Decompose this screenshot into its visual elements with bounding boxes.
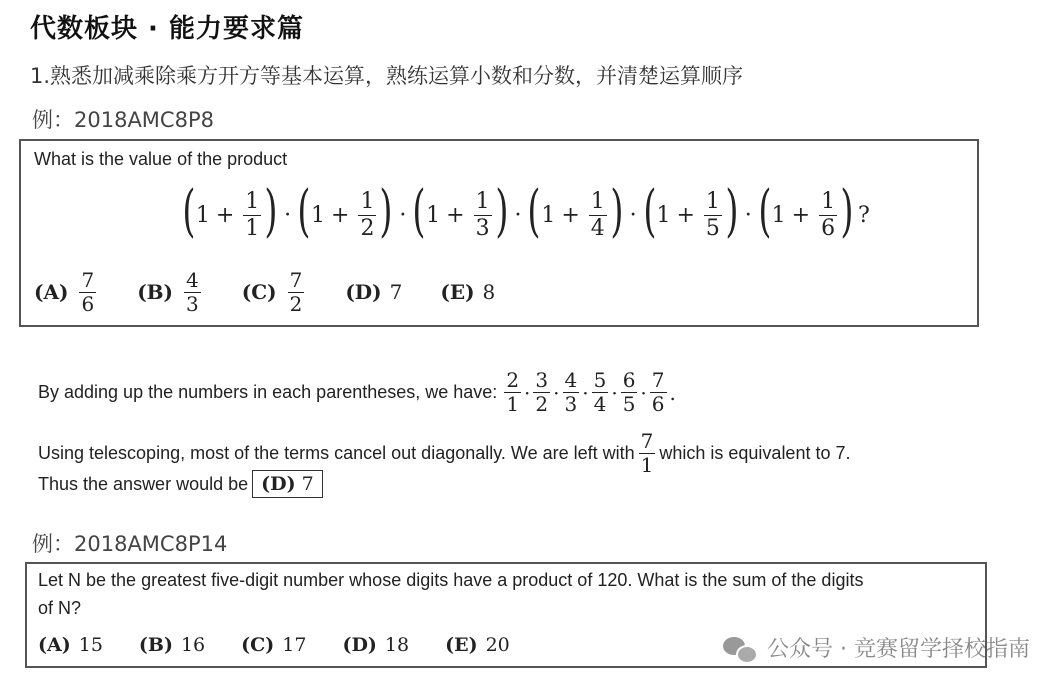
plus-operator: + <box>446 202 465 228</box>
fraction-numerator: 7 <box>289 267 303 292</box>
term-one: 1 <box>195 202 210 228</box>
choice-value: 20 <box>485 634 510 656</box>
fraction-numerator: 2 <box>506 368 520 392</box>
fraction-numerator: 5 <box>593 368 607 392</box>
fraction <box>504 369 521 416</box>
choice-option <box>440 280 495 304</box>
question-mark: ? <box>857 202 870 228</box>
choice-value: 8 <box>482 280 496 304</box>
product-expression <box>182 180 870 250</box>
left-paren: ( <box>527 179 541 244</box>
dot-operator: · <box>514 202 522 228</box>
fraction-denominator: 6 <box>81 291 95 316</box>
page-title: 代数板块 · 能力要求篇 <box>30 14 304 44</box>
fraction-numerator: 7 <box>640 429 654 453</box>
fraction-denominator: 1 <box>506 392 520 416</box>
fraction-denominator: 2 <box>535 392 549 416</box>
requirement-text: 1.熟悉加减乘除乘方开方等基本运算，熟练运算小数和分数，并清楚运算顺序 <box>30 64 744 88</box>
example1-label: 例：2018AMC8P8 <box>32 108 214 132</box>
plus-operator: + <box>676 202 695 228</box>
problem1-choices <box>34 262 533 322</box>
choice-value: 7 <box>389 280 403 304</box>
term-one: 1 <box>541 202 556 228</box>
choice-option <box>241 634 306 656</box>
watermark <box>723 632 1030 663</box>
dot-operator: · <box>640 380 647 405</box>
fraction-denominator: 2 <box>289 291 303 316</box>
choice-letter: (C) <box>241 280 277 304</box>
dot-operator: · <box>629 202 637 228</box>
problem2-choices <box>38 634 546 656</box>
choice-option <box>445 634 510 656</box>
fraction-numerator: 7 <box>81 267 95 292</box>
fraction-denominator: 3 <box>564 392 578 416</box>
fraction <box>621 369 638 416</box>
fraction-numerator: 6 <box>622 368 636 392</box>
fraction <box>563 369 580 416</box>
choice-letter: (B) <box>138 634 173 656</box>
left-paren: ( <box>412 179 426 244</box>
choice-option <box>342 634 409 656</box>
choice-letter: (C) <box>241 634 275 656</box>
dot-operator: · <box>611 380 618 405</box>
dot-operator: · <box>399 202 407 228</box>
fraction-denominator: 1 <box>640 453 654 477</box>
fraction-numerator: 1 <box>245 189 260 215</box>
fraction <box>589 189 607 241</box>
plus-operator: + <box>791 202 811 228</box>
solution-fractions <box>501 369 676 416</box>
fraction-numerator: 1 <box>360 189 375 215</box>
fraction <box>704 189 722 241</box>
fraction <box>288 269 305 316</box>
fraction <box>474 189 492 241</box>
fraction-denominator: 5 <box>705 215 720 241</box>
fraction-denominator: 4 <box>590 215 605 241</box>
choice-option <box>345 280 402 304</box>
fraction-denominator: 1 <box>245 215 260 241</box>
solution-line1-text: By adding up the numbers in each parentheses, we have: <box>38 382 498 402</box>
plus-operator: + <box>561 202 580 228</box>
choice-value: 15 <box>78 634 103 656</box>
fraction <box>819 189 837 241</box>
choice-value: 16 <box>180 634 206 656</box>
fraction <box>358 189 376 241</box>
fraction <box>243 189 261 241</box>
dot-operator: · <box>744 202 752 228</box>
choice-value: 17 <box>282 634 307 656</box>
choice-letter: (D) <box>342 634 377 656</box>
term-one: 1 <box>656 202 671 228</box>
answer-box <box>252 470 323 498</box>
fraction-numerator: 1 <box>475 189 490 215</box>
choice-value: 18 <box>384 634 410 656</box>
solution-line2-fraction <box>639 430 656 477</box>
term-one: 1 <box>771 202 786 228</box>
fraction-denominator: 6 <box>651 392 665 416</box>
term-one: 1 <box>426 202 441 228</box>
solution-line3-text: Thus the answer would be <box>38 473 249 494</box>
choice-letter: (E) <box>445 634 478 656</box>
dot-operator: · <box>284 202 292 228</box>
fraction-numerator: 1 <box>705 189 720 215</box>
fraction-denominator: 6 <box>821 215 836 241</box>
dot-operator: · <box>553 380 560 405</box>
fraction-numerator: 1 <box>590 189 605 215</box>
left-paren: ( <box>297 179 311 244</box>
wechat-icon <box>723 635 757 661</box>
right-paren: ) <box>840 179 854 244</box>
fraction <box>592 369 609 416</box>
solution-line1 <box>38 369 676 416</box>
problem1-question: What is the value of the product <box>34 149 288 169</box>
fraction-numerator: 3 <box>535 368 549 392</box>
choice-letter: (A) <box>34 280 69 304</box>
fraction <box>533 369 550 416</box>
fraction <box>184 269 201 316</box>
choice-option <box>139 634 205 656</box>
choice-letter: (E) <box>440 280 475 304</box>
choice-letter: (D) <box>345 280 382 304</box>
right-paren: ) <box>379 179 393 244</box>
right-paren: ) <box>494 179 509 244</box>
choice-letter: (B) <box>137 280 174 304</box>
period: . <box>669 380 676 405</box>
fraction-denominator: 4 <box>593 392 607 416</box>
fraction-numerator: 7 <box>651 368 665 392</box>
left-paren: ( <box>758 179 772 244</box>
fraction <box>650 369 667 416</box>
solution-line2-post: which is equivalent to 7. <box>659 443 851 463</box>
plus-operator: + <box>215 202 235 228</box>
problem2-line2: of N? <box>38 598 82 618</box>
watermark-text: 公众号 · 竞赛留学择校指南 <box>767 637 1030 662</box>
answer-value: 7 <box>301 473 314 495</box>
dot-operator: · <box>582 380 589 405</box>
right-paren: ) <box>725 179 739 244</box>
fraction-denominator: 3 <box>475 215 490 241</box>
choice-option <box>137 269 204 316</box>
fraction-numerator: 4 <box>186 267 199 292</box>
left-paren: ( <box>642 179 657 244</box>
choice-option <box>38 634 103 656</box>
fraction-denominator: 3 <box>186 291 199 316</box>
plus-operator: + <box>331 202 350 228</box>
dot-operator: · <box>524 380 531 405</box>
fraction <box>79 269 96 316</box>
right-paren: ) <box>610 179 624 244</box>
fraction-numerator: 1 <box>821 189 836 215</box>
fraction-denominator: 5 <box>622 392 636 416</box>
fraction-denominator: 2 <box>360 215 375 241</box>
choice-option <box>242 269 308 316</box>
answer-letter: (D) <box>261 473 296 495</box>
problem2-line1: Let N be the greatest five-digit number whose digits have a product of 120. What is the sum of the digits <box>38 570 864 590</box>
example2-label: 例：2018AMC8P14 <box>32 532 228 556</box>
solution-line3 <box>38 470 323 498</box>
choice-option <box>34 269 99 316</box>
left-paren: ( <box>182 179 196 244</box>
right-paren: ) <box>264 179 278 244</box>
solution-line2-pre: Using telescoping, most of the terms cancel out diagonally. We are left with <box>38 443 635 463</box>
choice-letter: (A) <box>38 634 71 656</box>
term-one: 1 <box>311 202 326 228</box>
fraction-numerator: 4 <box>564 368 578 392</box>
